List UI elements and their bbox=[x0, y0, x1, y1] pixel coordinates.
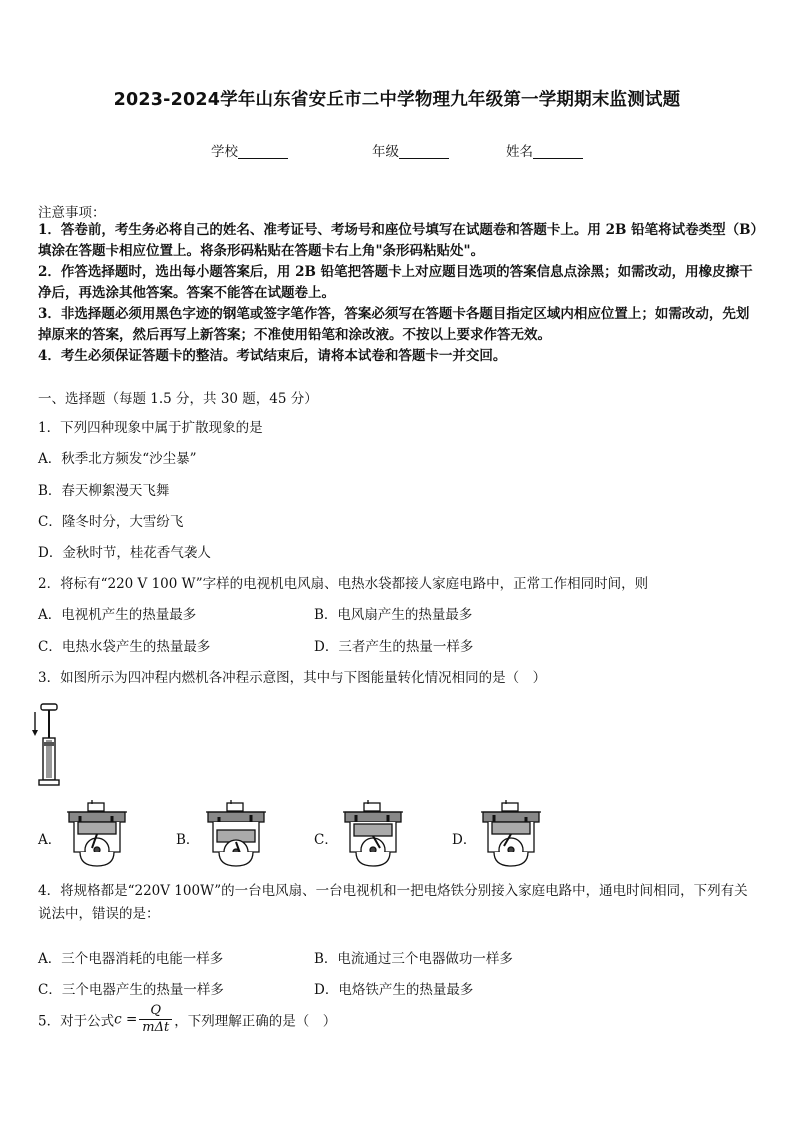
q5-stem-suffix: ，下列理解正确的是（ ） bbox=[174, 1013, 337, 1030]
q2-option-a: A．电视机产生的热量最多 bbox=[38, 607, 197, 623]
q3-option-b: B． bbox=[176, 832, 200, 848]
school-label: 学校 bbox=[211, 144, 238, 160]
q1-option-d: D．金秋时节，桂花香气袭人 bbox=[38, 545, 211, 561]
q1-option-b: B．春天柳絮漫天飞舞 bbox=[38, 483, 170, 499]
q5-stem-prefix: 5．对于公式 bbox=[38, 1013, 115, 1030]
q4-option-c: C．三个电器产生的热量一样多 bbox=[38, 982, 224, 998]
note-1: 1．答卷前，考生务必将自己的姓名、准考证号、考场号和座位号填写在试题卷和答题卡上。用 2B 铅笔将试卷类型（B）填涂在答题卡相应位置上。将条形码粘贴在答题卡右上角"条形码粘贴处"。 bbox=[38, 222, 758, 259]
note-4: 4．考生必须保证答题卡的整洁。考试结束后，请将本试卷和答题卡一并交回。 bbox=[38, 348, 507, 364]
name-label: 姓名 bbox=[506, 144, 533, 160]
q2-stem: 2．将标有“220 V 100 W”字样的电视机电风扇、电热水袋都接人家庭电路中，正常工作相同时间，则 bbox=[38, 576, 649, 592]
q1-stem: 1．下列四种现象中属于扩散现象的是 bbox=[38, 420, 263, 436]
grade-field bbox=[372, 140, 449, 160]
q4-option-a: A．三个电器消耗的电能一样多 bbox=[38, 951, 224, 967]
q1-option-a: A．秋季北方频发“沙尘暴” bbox=[38, 451, 197, 467]
q5-formula-numerator: Q bbox=[139, 1003, 172, 1020]
q3-option-d: D． bbox=[452, 832, 477, 848]
q3-option-a: A． bbox=[38, 832, 62, 848]
q2-option-b: B．电风扇产生的热量最多 bbox=[314, 607, 473, 623]
q3-stem: 3．如图所示为四冲程内燃机各冲程示意图，其中与下图能量转化情况相同的是（ ） bbox=[38, 670, 547, 686]
engine-diagram-c bbox=[340, 800, 406, 870]
fire-piston-illustration bbox=[30, 700, 70, 790]
q4-option-d: D．电烙铁产生的热量最多 bbox=[314, 982, 474, 998]
q4-stem: 4．将规格都是“220V 100W”的一台电风扇、一台电视机和一把电烙铁分别接入家庭电路中，通电时间相同，下列有关说法中，错误的是： bbox=[38, 883, 748, 922]
q5-formula-lhs: c = bbox=[114, 1011, 138, 1028]
section-heading: 一、选择题（每题 1.5 分，共 30 题，45 分） bbox=[38, 391, 318, 407]
note-3: 3．非选择题必须用黑色字迹的钢笔或签字笔作答，答案必须写在答题卡各题目指定区域内相应位置上；如需改动，先划掉原来的答案，然后再写上新答案；不准使用铅笔和涂改液。不按以上要求作答无效。 bbox=[38, 306, 750, 343]
grade-label: 年级 bbox=[372, 144, 399, 160]
q1-option-c: C．隆冬时分，大雪纷飞 bbox=[38, 514, 184, 530]
name-blank bbox=[533, 144, 583, 159]
notes-heading: 注意事项： bbox=[38, 205, 106, 221]
q2-option-d: D．三者产生的热量一样多 bbox=[314, 639, 474, 655]
q5-stem bbox=[38, 1003, 336, 1036]
q5-formula-denominator: mΔt bbox=[142, 1020, 170, 1035]
engine-diagram-d bbox=[478, 800, 544, 870]
q5-formula-fraction bbox=[139, 1003, 172, 1036]
school-field bbox=[211, 140, 288, 160]
note-2: 2．作答选择题时，选出每小题答案后，用 2B 铅笔把答题卡上对应题目选项的答案信息点涂黑；如需改动，用橡皮擦干净后，再选涂其他答案。答案不能答在试题卷上。 bbox=[38, 264, 753, 301]
name-field bbox=[506, 140, 583, 160]
school-blank bbox=[238, 144, 288, 159]
q3-option-c: C． bbox=[314, 832, 338, 848]
engine-diagram-a bbox=[64, 800, 130, 870]
q2-option-c: C．电热水袋产生的热量最多 bbox=[38, 639, 211, 655]
q4-option-b: B．电流通过三个电器做功一样多 bbox=[314, 951, 513, 967]
grade-blank bbox=[399, 144, 449, 159]
page-title: 2023-2024学年山东省安丘市二中学物理九年级第一学期期末监测试题 bbox=[113, 90, 681, 110]
engine-diagram-b bbox=[203, 800, 269, 870]
